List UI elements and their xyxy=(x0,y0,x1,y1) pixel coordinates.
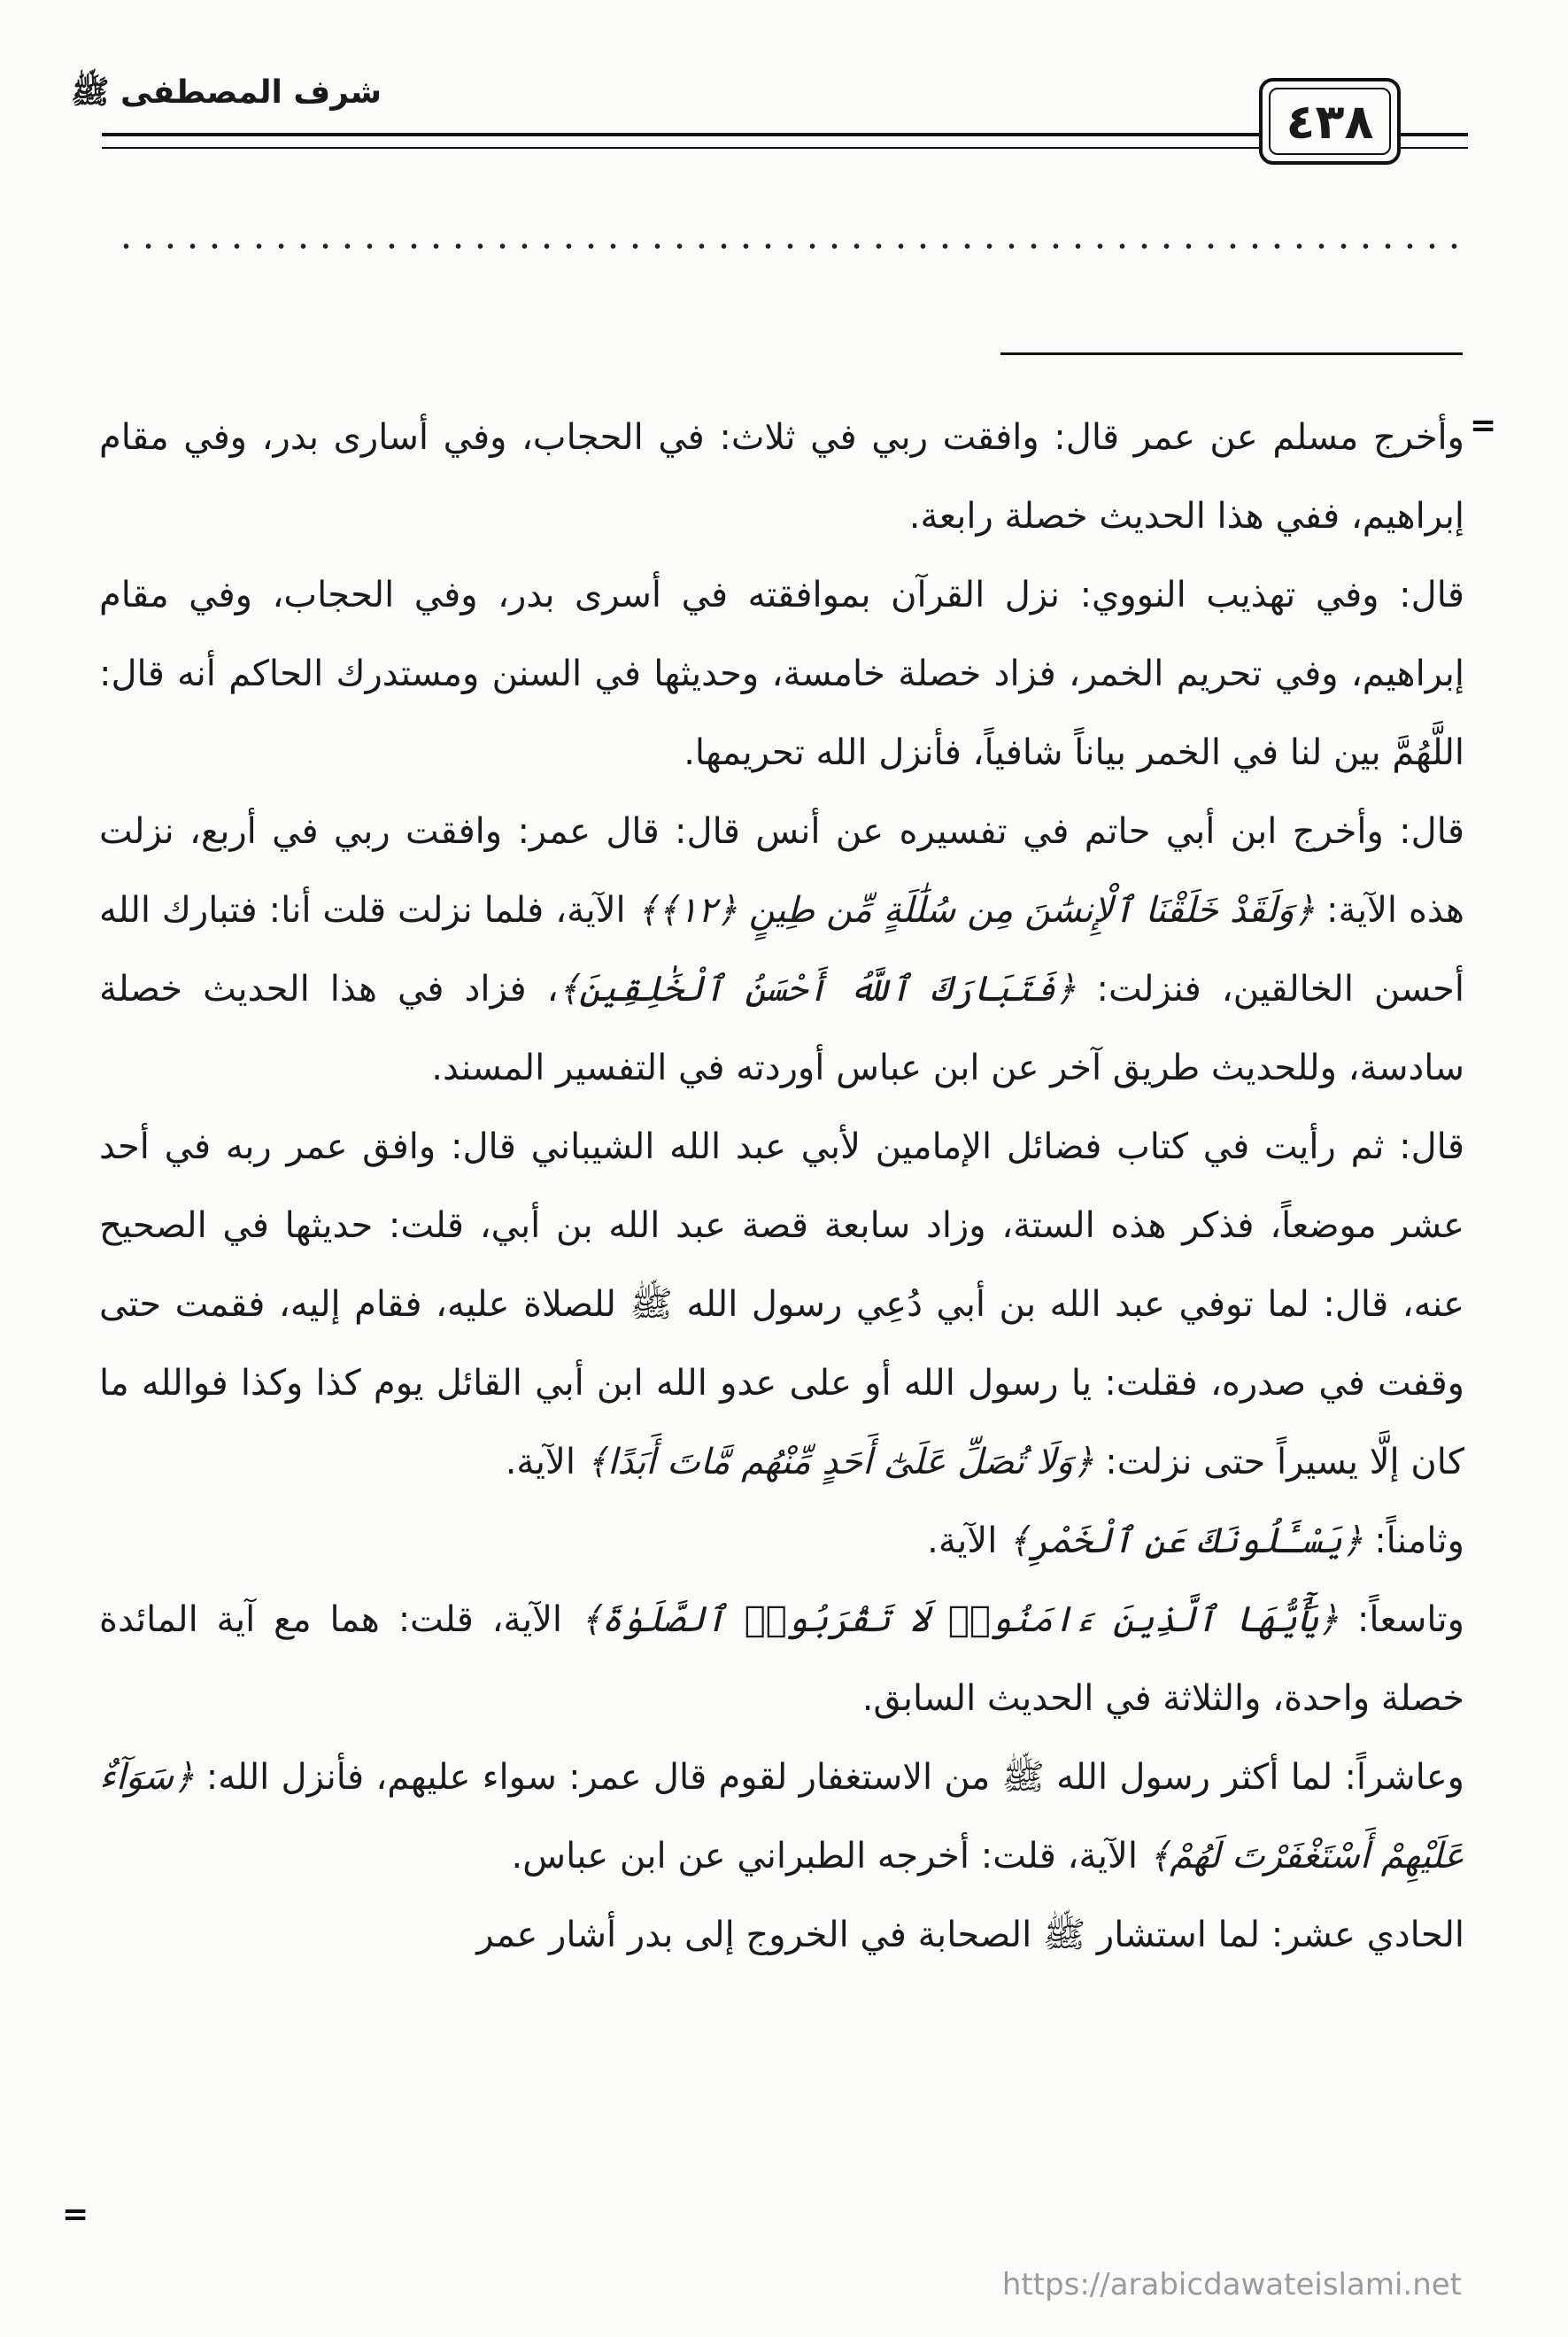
text-segment: الآية، فلما نزلت قلت أنا: فتبارك الله أحسن الخالقين، فنزلت: xyxy=(99,890,1464,1010)
text-segment: الحادي عشر: لما استشار ﷺ الصحابة في الخروج إلى بدر أشار عمر xyxy=(476,1915,1464,1955)
page-number: ٤٣٨ xyxy=(1286,93,1374,150)
continuation-mark-top: = xyxy=(1470,407,1497,444)
book-title: شرف المصطفى ﷺ xyxy=(70,74,382,111)
watermark-url: https://arabicdawateislami.net xyxy=(1001,2267,1462,2302)
footnote-body-text xyxy=(99,399,1464,1975)
dotted-separator xyxy=(115,239,1461,253)
quran-verse: ﴿سَوَآءٌ عَلَيْهِمْ أَسْتَغْفَرْتَ لَهُمْ﴾ xyxy=(99,1757,1464,1877)
quran-verse: ﴿وَلَقَدْ خَلَقْنَا ٱلْإِنسَٰنَ مِن سُلَٰلَةٍ مِّن طِينٍ ﴿١٢﴾﴾ xyxy=(637,890,1316,931)
quran-verse: ﴿يَٰٓأَيُّهَا ٱلَّذِينَ ءَامَنُوا۟ لَا تَقْرَبُوا۟ ٱلصَّلَوٰةَ﴾ xyxy=(580,1599,1340,1640)
text-segment: وعاشراً: لما أكثر رسول الله ﷺ من الاستغفار لقوم قال عمر: سواء عليهم، فأنزل الله: xyxy=(194,1757,1464,1798)
text-segment: وثامناً: xyxy=(1363,1521,1464,1561)
paragraph xyxy=(99,1108,1464,1502)
text-segment: قال: ثم رأيت في كتاب فضائل الإمامين لأبي عبد الله الشيباني قال: وافق عمر ربه في أحد عشر موضعاً، فذكر هذه الستة، وزاد سابعة قصة عبد الله بن أبي، قلت: حديثها في الصحيح عنه، قال: لما توفي عبد الله بن أبي دُعِي رسول الله ﷺ للصلاة عليه، فقام إليه، فقمت حتى وقفت في صدره، فقلت: يا رسول الله أو على عدو الله ابن أبي القائل يوم كذا وكذا فوالله ما كان إلَّا يسيراً حتى نزلت: xyxy=(99,1126,1464,1482)
text-segment: قال: وفي تهذيب النووي: نزل القرآن بموافقته في أسرى بدر، وفي الحجاب، وفي مقام إبراهيم، وفي تحريم الخمر، فزاد خصلة خامسة، وحديثها في السنن ومستدرك الحاكم أنه قال: اللَّهُمَّ بين لنا في الخمر بياناً شافياً، فأنزل الله تحريمها. xyxy=(99,575,1464,773)
text-segment: الآية، قلت: هما مع آية المائدة خصلة واحدة، والثلاثة في الحديث السابق. xyxy=(99,1599,1464,1719)
text-segment: وأخرج مسلم عن عمر قال: وافقت ربي في ثلاث: في الحجاب، وفي أسارى بدر، وفي مقام إبراهيم، ففي هذا الحديث خصلة رابعة. xyxy=(99,417,1464,537)
text-segment: ، فزاد في هذا الحديث خصلة سادسة، وللحديث طريق آخر عن ابن عباس أوردته في التفسير المسند. xyxy=(99,969,1464,1088)
paragraph xyxy=(99,1581,1464,1738)
paragraph xyxy=(99,1502,1464,1581)
paragraph xyxy=(99,1738,1464,1896)
paragraph xyxy=(99,1896,1464,1975)
paragraph xyxy=(99,793,1464,1108)
footnote-rule xyxy=(1000,352,1463,355)
quran-verse: ﴿يَسْـَٔلُونَكَ عَنِ ٱلْخَمْرِ﴾ xyxy=(1008,1521,1363,1561)
quran-verse: ﴿وَلَا تُصَلِّ عَلَىٰٓ أَحَدٍ مِّنْهُم مَّاتَ أَبَدًا﴾ xyxy=(586,1442,1094,1482)
continuation-mark-bottom: = xyxy=(62,2196,89,2233)
text-segment: الآية. xyxy=(505,1442,587,1482)
text-segment: الآية، قلت: أخرجه الطبراني عن ابن عباس. xyxy=(511,1836,1149,1877)
text-segment: الآية. xyxy=(927,1521,1009,1561)
header-rule-left xyxy=(102,133,1259,149)
text-segment: وتاسعاً: xyxy=(1339,1599,1464,1640)
paragraph xyxy=(99,556,1464,793)
quran-verse: ﴿فَتَبَارَكَ ٱللَّهُ أَحْسَنُ ٱلْخَٰلِقِينَ﴾ xyxy=(558,969,1077,1010)
page-number-frame xyxy=(1259,78,1401,165)
header-rule-right xyxy=(1401,133,1468,149)
text-segment: قال: وأخرج ابن أبي حاتم في تفسيره عن أنس قال: قال عمر: وافقت ربي في أربع، نزلت هذه الآية: xyxy=(99,811,1464,931)
paragraph xyxy=(99,399,1464,556)
